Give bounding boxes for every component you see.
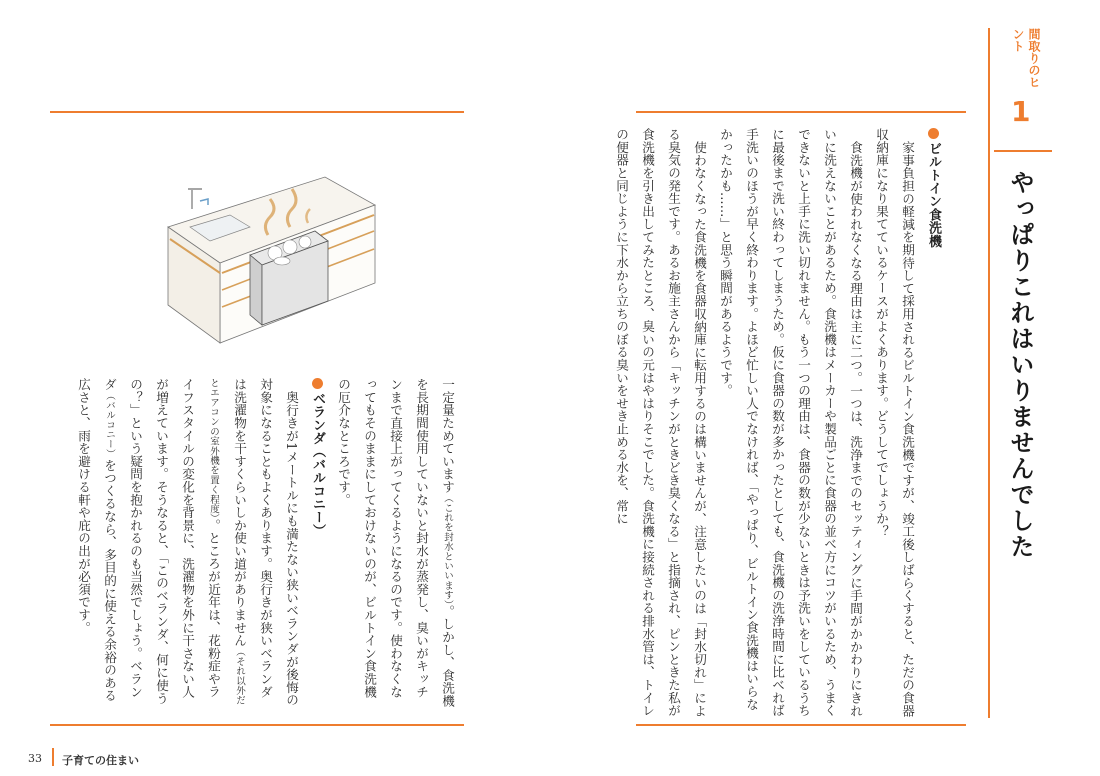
hint-rule (994, 150, 1052, 152)
section-heading-veranda (310, 378, 325, 537)
paragraph (330, 378, 460, 708)
page-number: 33 (28, 752, 42, 765)
section-heading-text: ベランダ（バルコニー） (310, 392, 325, 538)
chapter-title: 子育ての住まい (62, 754, 139, 767)
note-run: （これを封水といいます） (442, 493, 453, 605)
footer-divider (52, 748, 54, 766)
text-run: 。ところが近年は、花粉症やライフスタイルの変化を背景に、洗濯物を外に干さない人が増えています。そうなると、「このベランダ、何に使うの？」という疑問を抱かれるのも当然でしょう。ベランダ (102, 378, 221, 705)
top-rule-left (50, 111, 464, 113)
left-page-body (50, 378, 460, 708)
paragraph: 食洗機が使われなくなる理由は主に二つ。一つは、洗浄までのセッティングに手間がかかわりにきれいに洗えないことがあるため。食洗機はメーカーや製品ごとに食器の並べ方にコツがいるため、うまくできないと上手に洗い切れません。もう一つの理由は、食器の数が少ないときは予洗いをしているうちに最後まで洗い終わってしまうため。仮に食器の数が多かったとしても、食洗機の洗浄時間に比べれば手洗いのほうが早く終わります。よほど忙しい人でなければ、「やっぱり、ビルトイン食洗機はいらなかったかも……」と思う瞬間があるようです。 (718, 128, 863, 717)
text-run: 。しかし、食洗機を長期間使用していないと封水が蒸発し、臭いがキッチンまで直接上がってくるようになるのです。使わなくなってもそのままにしておけないのが、ビルトイン食洗機の厄介なところです。 (336, 378, 455, 708)
text-run: 一定量ためています (440, 378, 455, 494)
right-page-body (614, 128, 946, 718)
text-run: 奥行きが1メートルにも満たない狭いベランダが後悔の対象になることもよくあります。奥行きが狭いベランダは洗濯物を干すくらいしか使い道がありません (232, 378, 299, 707)
bullet-icon (928, 128, 939, 139)
bottom-rule-left (50, 724, 464, 726)
bullet-icon (312, 378, 323, 389)
paragraph: 家事負担の軽減を期待して採用されるビルトイン食洗機ですが、竣工後しばらくすると、ただの食器収納庫になり果てているケースがよくあります。どうしてでしょうか？ (874, 128, 915, 717)
built-in-dishwasher-illustration (150, 165, 390, 345)
top-rule-right (636, 111, 966, 113)
hint-number: 1 (1011, 95, 1031, 128)
section-heading-text: ビルトイン食洗機 (926, 142, 941, 248)
text-run: をつくるなら、多目的に使える余裕のある広さと、雨を避ける軒や庇の出が必須です。 (76, 378, 117, 702)
section-heading-dishwasher (926, 128, 941, 248)
paragraph: 使わなくなった食洗機を食器収納庫に転用するのは構いませんが、注意したいのは「封水切れ」による臭気の発生です。あるお施主さんから「キッチンがときどき臭くなる」と指摘され、ピンときた私が食洗機を引き出してみたところ、臭いの元はやはりそこでした。食洗機に接続される排水管は、トイレの便器と同じように下水から立ちのぼる臭いをせき止める水を、常に (614, 128, 707, 717)
bottom-rule-right (636, 724, 966, 726)
note-run: （バルコニー） (104, 390, 115, 459)
page-title: やっぱりこれはいりませんでした (1006, 170, 1034, 560)
note-run: （それ以外だとエアコンの室外機を置く程度） (208, 378, 245, 706)
hint-label: 間取りのヒント (1011, 28, 1041, 88)
paragraph (70, 378, 304, 708)
header-vertical-rule (988, 28, 990, 718)
